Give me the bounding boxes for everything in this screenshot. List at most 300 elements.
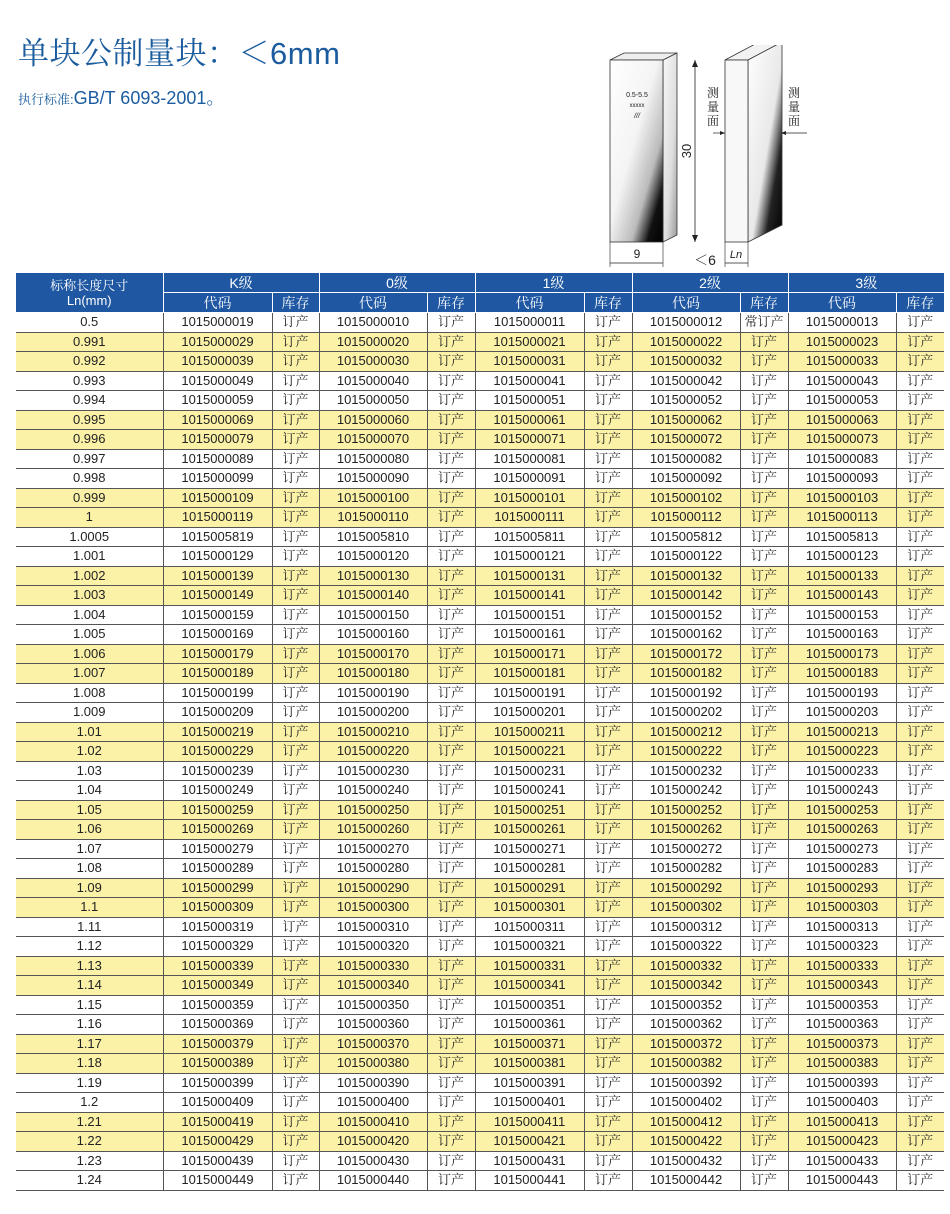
table-row	[16, 313, 944, 333]
stock-header: 库存	[272, 293, 319, 313]
stock-cell: 订产	[584, 820, 632, 840]
code-cell: 1015000389	[163, 1054, 272, 1074]
stock-cell: 订产	[740, 508, 788, 528]
code-cell: 1015000033	[788, 352, 896, 372]
nominal-length-cell: 1.003	[16, 586, 163, 606]
code-cell: 1015000223	[788, 742, 896, 762]
table-row	[16, 781, 944, 801]
nominal-length-cell: 0.5	[16, 313, 163, 333]
nominal-length-cell: 1.01	[16, 722, 163, 742]
stock-cell: 订产	[896, 1132, 944, 1152]
stock-cell: 订产	[896, 917, 944, 937]
stock-cell: 订产	[740, 605, 788, 625]
stock-cell: 订产	[896, 313, 944, 333]
code-cell: 1015000149	[163, 586, 272, 606]
stock-cell: 订产	[584, 391, 632, 411]
code-cell: 1015000409	[163, 1093, 272, 1113]
stock-cell: 订产	[272, 566, 319, 586]
stock-cell: 订产	[740, 449, 788, 469]
code-cell: 1015000249	[163, 781, 272, 801]
code-cell: 1015000423	[788, 1132, 896, 1152]
thickness-dimension-label: ＜6	[694, 252, 716, 268]
stock-cell: 订产	[427, 937, 475, 957]
code-cell: 1015000401	[475, 1093, 584, 1113]
code-cell: 1015000431	[475, 1151, 584, 1171]
stock-cell: 订产	[896, 898, 944, 918]
stock-cell: 订产	[896, 800, 944, 820]
code-cell: 1015000310	[319, 917, 427, 937]
code-cell: 1015000279	[163, 839, 272, 859]
code-cell: 1015000113	[788, 508, 896, 528]
stock-cell: 订产	[584, 1171, 632, 1191]
stock-header: 库存	[896, 293, 944, 313]
nominal-length-cell: 1.24	[16, 1171, 163, 1191]
code-cell: 1015000093	[788, 469, 896, 489]
stock-cell: 订产	[427, 469, 475, 489]
code-cell: 1015000342	[632, 976, 740, 996]
stock-cell: 订产	[427, 703, 475, 723]
stock-cell: 订产	[272, 917, 319, 937]
code-cell: 1015000100	[319, 488, 427, 508]
code-header: 代码	[163, 293, 272, 313]
code-cell: 1015000429	[163, 1132, 272, 1152]
table-row	[16, 800, 944, 820]
stock-cell: 订产	[896, 625, 944, 645]
code-cell: 1015000242	[632, 781, 740, 801]
stock-cell: 订产	[896, 976, 944, 996]
stock-cell: 订产	[427, 410, 475, 430]
stock-cell: 订产	[896, 410, 944, 430]
table-row	[16, 1093, 944, 1113]
nominal-length-cell: 1.03	[16, 761, 163, 781]
stock-cell: 订产	[272, 449, 319, 469]
stock-cell: 订产	[427, 352, 475, 372]
stock-cell: 订产	[584, 937, 632, 957]
nominal-length-cell: 0.995	[16, 410, 163, 430]
code-cell: 1015000021	[475, 332, 584, 352]
code-cell: 1015000252	[632, 800, 740, 820]
code-cell: 1015000353	[788, 995, 896, 1015]
stock-header: 库存	[740, 293, 788, 313]
arrow-up-icon	[692, 60, 698, 67]
stock-cell: 订产	[427, 1151, 475, 1171]
code-cell: 1015000060	[319, 410, 427, 430]
code-cell: 1015000080	[319, 449, 427, 469]
stock-cell: 订产	[584, 430, 632, 450]
stock-cell: 订产	[272, 527, 319, 547]
stock-cell: 订产	[272, 878, 319, 898]
stock-cell: 订产	[427, 1171, 475, 1191]
stock-cell: 订产	[740, 664, 788, 684]
table-row	[16, 391, 944, 411]
table-row	[16, 410, 944, 430]
table-row	[16, 976, 944, 996]
stock-cell: 订产	[584, 703, 632, 723]
code-cell: 1015000449	[163, 1171, 272, 1191]
stock-cell: 订产	[272, 722, 319, 742]
nominal-length-header: 标称长度尺寸 Ln(mm)	[16, 273, 163, 313]
stock-cell: 订产	[584, 781, 632, 801]
table-row	[16, 761, 944, 781]
nominal-length-cell: 0.991	[16, 332, 163, 352]
table-row	[16, 742, 944, 762]
code-cell: 1015000150	[319, 605, 427, 625]
code-cell: 1015000081	[475, 449, 584, 469]
nominal-length-cell: 1.11	[16, 917, 163, 937]
nominal-length-cell: 1.22	[16, 1132, 163, 1152]
width-dimension-label: 9	[633, 247, 641, 261]
marking-code: xxxxx	[629, 103, 645, 109]
code-cell: 1015000272	[632, 839, 740, 859]
table-row	[16, 859, 944, 879]
stock-cell: 订产	[272, 1073, 319, 1093]
code-cell: 1015000141	[475, 586, 584, 606]
nominal-length-cell: 1.02	[16, 742, 163, 762]
stock-cell: 订产	[896, 430, 944, 450]
stock-cell: 订产	[896, 859, 944, 879]
stock-cell: 订产	[740, 839, 788, 859]
nominal-length-cell: 1.18	[16, 1054, 163, 1074]
nominal-length-cell: 1.21	[16, 1112, 163, 1132]
code-cell: 1015000372	[632, 1034, 740, 1054]
code-cell: 1015000040	[319, 371, 427, 391]
stock-cell: 订产	[896, 488, 944, 508]
code-cell: 1015000231	[475, 761, 584, 781]
stock-cell: 订产	[272, 313, 319, 333]
stock-cell: 订产	[427, 898, 475, 918]
code-cell: 1015000311	[475, 917, 584, 937]
marking-mark: ///	[634, 113, 640, 120]
code-cell: 1015000412	[632, 1112, 740, 1132]
stock-cell: 订产	[740, 332, 788, 352]
stock-cell: 订产	[896, 547, 944, 567]
stock-cell: 订产	[272, 800, 319, 820]
code-cell: 1015000363	[788, 1015, 896, 1035]
stock-cell: 订产	[427, 391, 475, 411]
code-cell: 1015000391	[475, 1073, 584, 1093]
grade-1-header: 1级	[475, 273, 632, 293]
code-cell: 1015000172	[632, 644, 740, 664]
code-cell: 1015000140	[319, 586, 427, 606]
stock-cell: 订产	[427, 313, 475, 333]
code-cell: 1015000032	[632, 352, 740, 372]
code-cell: 1015000201	[475, 703, 584, 723]
code-cell: 1015000111	[475, 508, 584, 528]
stock-cell: 订产	[272, 605, 319, 625]
code-cell: 1015000063	[788, 410, 896, 430]
stock-cell: 订产	[272, 508, 319, 528]
grade-k-header: K级	[163, 273, 319, 293]
stock-cell: 订产	[272, 1015, 319, 1035]
stock-cell: 订产	[896, 956, 944, 976]
table-row	[16, 1054, 944, 1074]
code-cell: 1015005812	[632, 527, 740, 547]
code-cell: 1015000270	[319, 839, 427, 859]
stock-cell: 订产	[272, 1151, 319, 1171]
stock-cell: 订产	[584, 1034, 632, 1054]
code-cell: 1015000383	[788, 1054, 896, 1074]
nominal-length-cell: 0.999	[16, 488, 163, 508]
stock-cell: 订产	[584, 547, 632, 567]
code-cell: 1015000062	[632, 410, 740, 430]
code-cell: 1015000402	[632, 1093, 740, 1113]
stock-cell: 订产	[584, 1093, 632, 1113]
nominal-length-cell: 0.997	[16, 449, 163, 469]
code-cell: 1015000333	[788, 956, 896, 976]
stock-cell: 订产	[584, 410, 632, 430]
stock-cell: 订产	[584, 683, 632, 703]
stock-cell: 订产	[896, 995, 944, 1015]
code-cell: 1015000271	[475, 839, 584, 859]
code-cell: 1015000099	[163, 469, 272, 489]
code-cell: 1015000273	[788, 839, 896, 859]
code-cell: 1015000059	[163, 391, 272, 411]
code-cell: 1015000261	[475, 820, 584, 840]
stock-cell: 订产	[896, 781, 944, 801]
code-cell: 1015000069	[163, 410, 272, 430]
code-cell: 1015000162	[632, 625, 740, 645]
nominal-length-cell: 0.996	[16, 430, 163, 450]
stock-cell: 订产	[740, 371, 788, 391]
table-row	[16, 898, 944, 918]
stock-cell: 订产	[272, 859, 319, 879]
code-cell: 1015000433	[788, 1151, 896, 1171]
code-cell: 1015000293	[788, 878, 896, 898]
code-cell: 1015000380	[319, 1054, 427, 1074]
code-cell: 1015000340	[319, 976, 427, 996]
stock-cell: 订产	[584, 956, 632, 976]
code-cell: 1015000411	[475, 1112, 584, 1132]
code-cell: 1015000191	[475, 683, 584, 703]
stock-cell: 订产	[896, 469, 944, 489]
nominal-length-cell: 1.13	[16, 956, 163, 976]
code-cell: 1015000122	[632, 547, 740, 567]
stock-cell: 订产	[272, 332, 319, 352]
stock-cell: 订产	[584, 1073, 632, 1093]
table-row	[16, 508, 944, 528]
code-cell: 1015000280	[319, 859, 427, 879]
table-row	[16, 995, 944, 1015]
stock-cell: 订产	[427, 859, 475, 879]
code-cell: 1015000430	[319, 1151, 427, 1171]
code-cell: 1015000072	[632, 430, 740, 450]
table-row	[16, 332, 944, 352]
stock-cell: 订产	[427, 956, 475, 976]
table-row	[16, 469, 944, 489]
stock-cell: 订产	[740, 1171, 788, 1191]
code-cell: 1015000371	[475, 1034, 584, 1054]
code-cell: 1015000381	[475, 1054, 584, 1074]
stock-cell: 订产	[896, 1112, 944, 1132]
code-cell: 1015000163	[788, 625, 896, 645]
stock-cell: 订产	[584, 1112, 632, 1132]
code-cell: 1015000251	[475, 800, 584, 820]
code-cell: 1015000283	[788, 859, 896, 879]
code-cell: 1015000182	[632, 664, 740, 684]
measure-face-right-label: 测量面	[788, 86, 801, 128]
grade-header-row	[16, 273, 944, 293]
stock-cell: 订产	[896, 761, 944, 781]
code-cell: 1015000151	[475, 605, 584, 625]
stock-cell: 订产	[740, 547, 788, 567]
code-cell: 1015000202	[632, 703, 740, 723]
stock-cell: 订产	[272, 371, 319, 391]
table-row	[16, 839, 944, 859]
stock-cell: 订产	[427, 371, 475, 391]
table-row	[16, 449, 944, 469]
code-cell: 1015005813	[788, 527, 896, 547]
stock-cell: 订产	[584, 1015, 632, 1035]
arrow-right-icon	[720, 131, 725, 135]
code-cell: 1015000341	[475, 976, 584, 996]
code-cell: 1015000199	[163, 683, 272, 703]
stock-cell: 订产	[427, 742, 475, 762]
stock-cell: 订产	[896, 332, 944, 352]
stock-cell: 订产	[740, 800, 788, 820]
table-row	[16, 566, 944, 586]
stock-cell: 订产	[584, 976, 632, 996]
stock-cell: 订产	[427, 878, 475, 898]
code-cell: 1015000369	[163, 1015, 272, 1035]
code-cell: 1015000049	[163, 371, 272, 391]
stock-cell: 订产	[896, 605, 944, 625]
stock-cell: 订产	[427, 995, 475, 1015]
stock-cell: 订产	[427, 917, 475, 937]
stock-cell: 订产	[584, 352, 632, 372]
code-cell: 1015000052	[632, 391, 740, 411]
code-cell: 1015000393	[788, 1073, 896, 1093]
stock-cell: 订产	[584, 371, 632, 391]
code-cell: 1015000169	[163, 625, 272, 645]
stock-cell: 订产	[584, 449, 632, 469]
stock-cell: 订产	[427, 586, 475, 606]
stock-cell: 订产	[584, 722, 632, 742]
stock-cell: 订产	[896, 703, 944, 723]
code-cell: 1015000260	[319, 820, 427, 840]
nominal-length-cell: 1	[16, 508, 163, 528]
stock-cell: 订产	[896, 1171, 944, 1191]
stock-cell: 订产	[272, 995, 319, 1015]
stock-cell: 订产	[896, 352, 944, 372]
nominal-length-cell: 1.004	[16, 605, 163, 625]
nominal-length-cell: 0.998	[16, 469, 163, 489]
stock-cell: 订产	[427, 800, 475, 820]
stock-cell: 订产	[272, 898, 319, 918]
stock-cell: 订产	[584, 898, 632, 918]
code-header: 代码	[788, 293, 896, 313]
stock-cell: 订产	[896, 664, 944, 684]
table-row	[16, 1171, 944, 1191]
table-row	[16, 371, 944, 391]
table-row	[16, 683, 944, 703]
code-cell: 1015000291	[475, 878, 584, 898]
stock-cell: 订产	[584, 878, 632, 898]
code-cell: 1015000010	[319, 313, 427, 333]
stock-cell: 订产	[272, 781, 319, 801]
stock-cell: 订产	[272, 547, 319, 567]
code-cell: 1015000112	[632, 508, 740, 528]
code-cell: 1015000221	[475, 742, 584, 762]
table-row	[16, 1015, 944, 1035]
stock-cell: 订产	[740, 917, 788, 937]
nominal-length-cell: 1.05	[16, 800, 163, 820]
stock-cell: 订产	[427, 644, 475, 664]
code-cell: 1015000089	[163, 449, 272, 469]
stock-cell: 订产	[427, 683, 475, 703]
nominal-length-cell: 1.08	[16, 859, 163, 879]
code-cell: 1015005811	[475, 527, 584, 547]
stock-cell: 订产	[896, 371, 944, 391]
stock-cell: 订产	[272, 664, 319, 684]
stock-cell: 订产	[896, 508, 944, 528]
nominal-length-cell: 1.0005	[16, 527, 163, 547]
code-cell: 1015000103	[788, 488, 896, 508]
stock-cell: 订产	[896, 839, 944, 859]
stock-cell: 订产	[584, 488, 632, 508]
code-cell: 1015000422	[632, 1132, 740, 1152]
stock-cell: 订产	[896, 683, 944, 703]
code-cell: 1015000303	[788, 898, 896, 918]
code-cell: 1015000159	[163, 605, 272, 625]
stock-cell: 订产	[584, 605, 632, 625]
front-view-block	[610, 53, 677, 242]
stock-cell: 订产	[427, 488, 475, 508]
page-title: 单块公制量块：＜6mm	[18, 36, 341, 71]
code-cell: 1015000392	[632, 1073, 740, 1093]
code-cell: 1015000170	[319, 644, 427, 664]
stock-cell: 订产	[896, 1093, 944, 1113]
stock-cell: 订产	[272, 1132, 319, 1152]
code-cell: 1015000282	[632, 859, 740, 879]
code-cell: 1015000079	[163, 430, 272, 450]
stock-cell: 订产	[272, 644, 319, 664]
code-cell: 1015000361	[475, 1015, 584, 1035]
code-cell: 1015000180	[319, 664, 427, 684]
table-row	[16, 605, 944, 625]
stock-cell: 订产	[740, 566, 788, 586]
code-cell: 1015000379	[163, 1034, 272, 1054]
code-cell: 1015000269	[163, 820, 272, 840]
code-cell: 1015000299	[163, 878, 272, 898]
code-cell: 1015000222	[632, 742, 740, 762]
ln-dimension-label: Ln	[729, 249, 743, 261]
code-cell: 1015000290	[319, 878, 427, 898]
stock-cell: 订产	[272, 1093, 319, 1113]
code-cell: 1015000413	[788, 1112, 896, 1132]
table-row	[16, 722, 944, 742]
code-cell: 1015000281	[475, 859, 584, 879]
code-cell: 1015000332	[632, 956, 740, 976]
table-body	[16, 313, 944, 1191]
stock-cell: 订产	[896, 566, 944, 586]
stock-cell: 订产	[584, 586, 632, 606]
stock-cell: 订产	[272, 586, 319, 606]
code-cell: 1015000421	[475, 1132, 584, 1152]
stock-cell: 订产	[584, 644, 632, 664]
stock-cell: 订产	[896, 391, 944, 411]
stock-cell: 订产	[896, 527, 944, 547]
code-cell: 1015000322	[632, 937, 740, 957]
table-row	[16, 820, 944, 840]
stock-cell: 订产	[740, 781, 788, 801]
stock-cell: 订产	[584, 859, 632, 879]
nominal-length-cell: 1.009	[16, 703, 163, 723]
stock-cell: 订产	[740, 722, 788, 742]
stock-cell: 订产	[740, 488, 788, 508]
code-cell: 1015000043	[788, 371, 896, 391]
stock-cell: 订产	[740, 937, 788, 957]
code-header: 代码	[632, 293, 740, 313]
